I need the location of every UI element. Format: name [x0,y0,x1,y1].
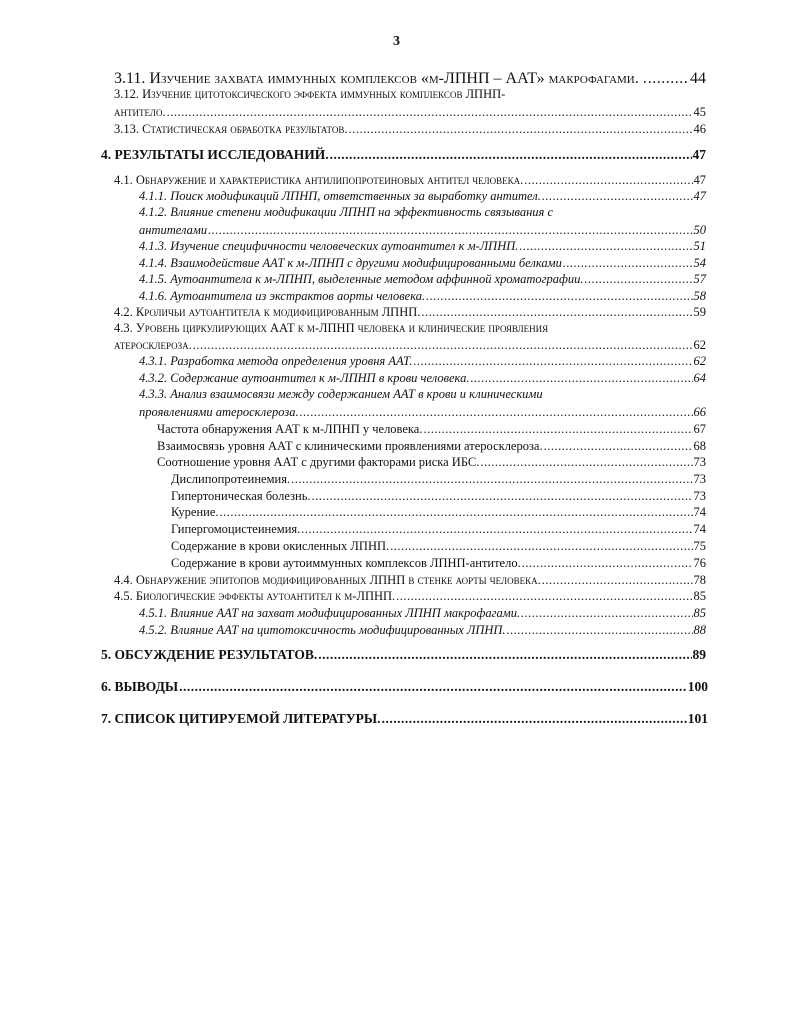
toc-entry-title: Гипертоническая болезнь. [171,489,311,503]
toc-entry-4-1-4[interactable] [139,255,706,271]
toc-entry-3-12[interactable]: 3.12. Изучение цитотоксического эффекта иммунных комплексов ЛПНП- [114,87,506,101]
dot-leader [424,421,693,437]
toc-entry-5[interactable] [101,647,706,663]
dot-leader [544,438,693,454]
toc-entry-page: 78 [693,573,706,587]
toc-entry-title: атеросклероза. [114,338,192,352]
toc-entry-3-13[interactable] [114,121,706,137]
dot-leader [542,572,693,588]
toc-entry-4-3[interactable]: 4.3. Уровень циркулирующих ААТ к м-ЛПНП человека и клинические проявления [114,321,549,335]
toc-entry-title: 4.1.6. Аутоантитела из экстрактов аорты человека. [139,289,426,303]
dot-leader [585,271,693,287]
toc-entry-4-1-6[interactable] [139,288,706,304]
dot-leader [301,521,692,537]
dot-leader [519,238,692,254]
toc-entry-title: Гипергомоцистеинемия. [171,522,301,536]
toc-entry-page: 76 [693,556,706,570]
toc-entry-title: 4.1.3. Изучение специфичности человеческих аутоантител к м-ЛПНП. [139,239,519,253]
toc-entry-sub-3-3[interactable] [171,504,706,520]
dot-leader [426,288,692,304]
toc-entry-3-12-cont[interactable] [114,104,706,120]
toc-entry-title: 7. СПИСОК ЦИТИРУЕМОЙ ЛИТЕРАТУРЫ. [101,711,381,726]
dot-leader [291,471,692,487]
toc-entry-title: 4.3.1. Разработка метода определения уровня ААТ. [139,354,413,368]
toc-entry-page: 46 [693,122,706,136]
toc-entry-sub-3-6[interactable] [171,555,706,571]
toc-entry-page: 100 [687,679,708,694]
toc-entry-page: 89 [692,647,706,662]
toc-entry-page: 50 [693,223,706,237]
toc-entry-title: 4.5. Биологические эффекты аутоантител к м-ЛПНП. [114,589,396,603]
dot-leader [382,711,687,727]
toc-entry-6[interactable] [101,679,708,695]
dot-leader [179,679,687,695]
dot-leader [193,337,693,353]
dot-leader [421,304,692,320]
toc-entry-page: 45 [693,105,706,119]
toc-entry-title: 4.1.5. Аутоантитела к м-ЛПНП, выделенные методом аффинной хроматографии. [139,272,584,286]
toc-entry-page: 62 [693,354,706,368]
toc-entry-sub-3[interactable] [157,454,706,470]
dot-leader [318,647,691,663]
dot-leader [208,222,692,238]
toc-entry-page: 57 [693,272,706,286]
toc-entry-title: 3.11. Изучение захвата иммунных комплексов «м-ЛПНП – ААТ» макрофагами. . [114,70,647,87]
toc-entry-4[interactable] [101,147,706,163]
toc-entry-page: 85 [693,589,706,603]
toc-entry-title: 4.1.4. Взаимодействие ААТ к м-ЛПНП с другими модифицированными белками [139,256,562,270]
toc-entry-title: 4.3.2. Содержание аутоантител к м-ЛПНП в крови человека. [139,371,470,385]
dot-leader [480,454,692,470]
dot-leader [542,188,693,204]
toc-entry-4-1-5[interactable] [139,271,706,287]
toc-entry-page: 101 [687,711,708,726]
toc-entry-4-1-1[interactable] [139,188,706,204]
dot-leader [524,172,692,188]
toc-entry-page: 47 [693,173,706,187]
toc-entry-title: 4.5.2. Влияние ААТ на цитотоксичность модифицированных ЛПНП. [139,623,506,637]
dot-leader [167,104,693,120]
toc-entry-title: 4.2. Кроличьи аутоантитела к модифицированным ЛПНП. [114,305,421,319]
toc-entry-title: 4.4. Обнаружение эпитопов модифицированных ЛПНП в стенке аорты человека. [114,573,541,587]
dot-leader [522,555,693,571]
dot-leader [312,488,693,504]
dot-leader [330,147,692,163]
toc-entry-page: 59 [693,305,706,319]
toc-entry-sub-2[interactable] [157,438,706,454]
toc-entry-title: 4. РЕЗУЛЬТАТЫ ИССЛЕДОВАНИЙ. [101,147,329,162]
toc-entry-title: 4.1.1. Поиск модификаций ЛПНП, ответственных за выработку антител. [139,189,541,203]
toc-entry-sub-3-2[interactable] [171,488,706,504]
toc-entry-page: 74 [693,522,706,536]
toc-entry-title: 6. ВЫВОДЫ [101,679,179,694]
toc-entry-title: Частота обнаружения ААТ к м-ЛПНП у человека. [157,422,423,436]
toc-entry-page: 73 [693,472,706,486]
toc-entry-4-3-1[interactable] [139,353,706,369]
dot-leader [521,605,692,621]
toc-entry-page: 73 [693,455,706,469]
toc-entry-page: 47 [692,147,706,162]
toc-entry-4-5[interactable] [114,588,706,604]
toc-entry-4-3-2[interactable] [139,370,706,386]
toc-entry-page: 68 [693,439,706,453]
toc-entry-4-4[interactable] [114,572,706,588]
toc-entry-title: Взаимосвязь уровня ААТ с клиническими проявлениями атеросклероза. [157,439,543,453]
toc-entry-4-1-2[interactable]: 4.1.2. Влияние степени модификации ЛПНП на эффективность связывания с [139,205,554,219]
dot-leader [396,588,692,604]
dot-leader [648,70,689,88]
dot-leader [470,370,692,386]
toc-entry-page: 88 [693,623,706,637]
toc-entry-title: Курение. [171,505,219,519]
dot-leader [220,504,693,520]
toc-entry-title: 5. ОБСУЖДЕНИЕ РЕЗУЛЬТАТОВ. [101,647,318,662]
toc-entry-4-1[interactable] [114,172,706,188]
toc-entry-title: 4.1. Обнаружение и характеристика антилипопротеиновых антител человека. [114,173,524,187]
toc-entry-title: Содержание в крови окисленных ЛПНП. [171,539,390,553]
toc-entry-title: Содержание в крови аутоиммунных комплексов ЛПНП-антитело. [171,556,521,570]
toc-entry-page: 54 [693,256,706,270]
dot-leader [349,121,693,137]
toc-entry-4-3-3[interactable]: 4.3.3. Анализ взаимосвязи между содержанием ААТ в крови и клиническими [139,387,543,401]
dot-leader [300,404,693,420]
toc-entry-page: 67 [693,422,706,436]
toc-entry-title: проявлениями атеросклероза. [139,405,299,419]
toc-entry-sub-1[interactable] [157,421,706,437]
toc-entry-sub-3-4[interactable] [171,521,706,537]
toc-entry-page: 44 [690,70,706,87]
toc-entry-page: 73 [693,489,706,503]
toc-entry-title: антителами [139,223,208,237]
toc-entry-4-3-cont[interactable] [114,337,706,353]
toc-entry-4-1-2-cont[interactable] [139,222,706,238]
page-number: 3 [393,34,400,49]
toc-entry-7[interactable] [101,711,708,727]
toc-entry-4-3-3-cont[interactable] [139,404,706,420]
toc-entry-page: 75 [693,539,706,553]
toc-entry-title: 4.5.1. Влияние ААТ на захват модифицированных ЛПНП макрофагами. [139,606,521,620]
toc-entry-title: Дислипопротеинемия. [171,472,291,486]
toc-entry-page: 64 [693,371,706,385]
toc-entry-title: Соотношение уровня ААТ с другими факторами риска ИБС. [157,455,480,469]
dot-leader [413,353,692,369]
toc-entry-title: 3.13. Статистическая обработка результатов. [114,122,348,136]
toc-entry-page: 66 [693,405,706,419]
toc-entry-page: 74 [693,505,706,519]
toc-entry-page: 85 [693,606,706,620]
toc-entry-4-5-1[interactable] [139,605,706,621]
dot-leader [507,622,693,638]
toc-entry-4-1-3[interactable] [139,238,706,254]
toc-entry-page: 51 [693,239,706,253]
toc-entry-title: антитело. [114,105,166,119]
toc-entry-4-5-2[interactable] [139,622,706,638]
toc-entry-page: 58 [693,289,706,303]
dot-leader [390,538,692,554]
dot-leader [563,255,693,271]
toc-entry-page: 47 [693,189,706,203]
toc-entry-page: 62 [693,338,706,352]
toc-entry-4-2[interactable] [114,304,706,320]
toc-entry-sub-3-5[interactable] [171,538,706,554]
toc-entry-sub-3-1[interactable] [171,471,706,487]
